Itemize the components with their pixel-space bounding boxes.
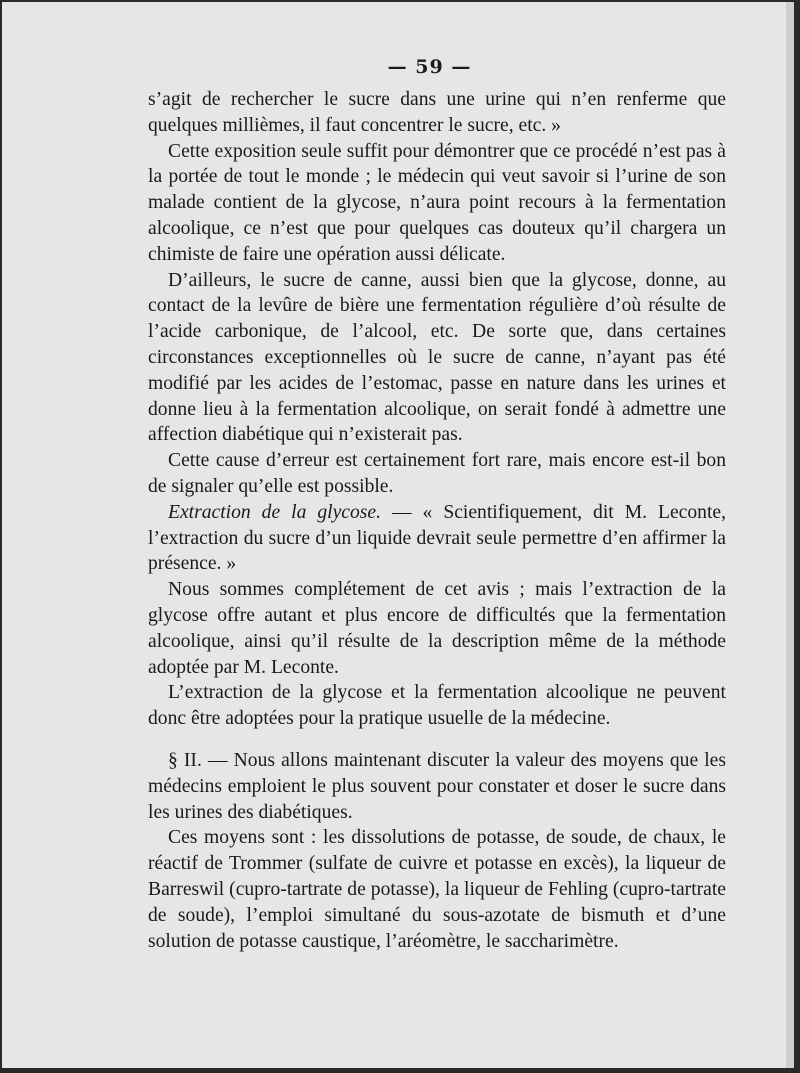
paragraph: Ces moyens sont : les dissolutions de potasse, de soude, de chaux, le réactif de Trommer (sulfate de cuivre et potasse en excès), la liqueur de Barreswil (cupro-tartrate de potasse), la liqueur de Fehling (cupro-tartrate de soude), l’emploi simultané du sous-azotate de bismuth et d’une solution de potasse caustique, l’aréomètre, le saccharimètre. <box>148 827 726 952</box>
extraction-paragraph <box>148 500 726 577</box>
section-paragraph: § II. — Nous allons maintenant discuter la valeur des moyens que les médecins emploient le plus souvent pour constater et doser le sucre dans les urines des diabétiques. <box>148 749 726 823</box>
paragraph: Cette cause d’erreur est certainement fort rare, mais encore est-il bon de signaler qu’elle est possible. <box>148 450 726 497</box>
paragraph: D’ailleurs, le sucre de canne, aussi bien que la glycose, donne, au contact de la levûre de bière une fermentation régulière d’où résulte de l’acide carbonique, de l’alcool, etc. De sorte que, dans certaines circonstances exceptionnelles où le sucre de canne, n’ayant pas été modifié par les acides de l’estomac, passe en nature dans les urines et donne lieu à la fermentation alcoolique, on serait fondé à admettre une affection diabétique qui n’existerait pas. <box>148 269 726 446</box>
paragraph: Nous sommes complétement de cet avis ; mais l’extraction de la glycose offre autant et plus encore de difficultés que la fermentation alcoolique, ainsi qu’il résulte de la description même de la méthode adoptée par M. Leconte. <box>148 579 726 678</box>
extraction-text: — « Scientifiquement, dit M. Leconte, l’extraction du sucre d’un liquide devrait seule permettre d’en affirmer la présence. » <box>148 501 726 575</box>
extraction-heading: Extraction de la glycose. <box>168 501 382 523</box>
paragraph: Cette exposition seule suffit pour démontrer que ce procédé n’est pas à la portée de tout le monde ; le médecin qui veut savoir si l’urine de son malade contient de la glycose, n’aura point recours à la fermentation alcoolique, ce n’est que pour quelques cas douteux qu’il chargera un chimiste de faire une opération aussi délicate. <box>148 140 726 265</box>
paragraph: s’agit de rechercher le sucre dans une urine qui n’en renferme que quelques millièmes, il faut concentrer le sucre, etc. » <box>148 89 726 136</box>
page-edge <box>786 2 794 1068</box>
paragraph: L’extraction de la glycose et la fermentation alcoolique ne peuvent donc être adoptées pour la pratique usuelle de la médecine. <box>148 682 726 730</box>
page-number: — 59 — <box>387 56 472 78</box>
body-text <box>148 87 726 954</box>
book-page <box>2 2 794 1068</box>
